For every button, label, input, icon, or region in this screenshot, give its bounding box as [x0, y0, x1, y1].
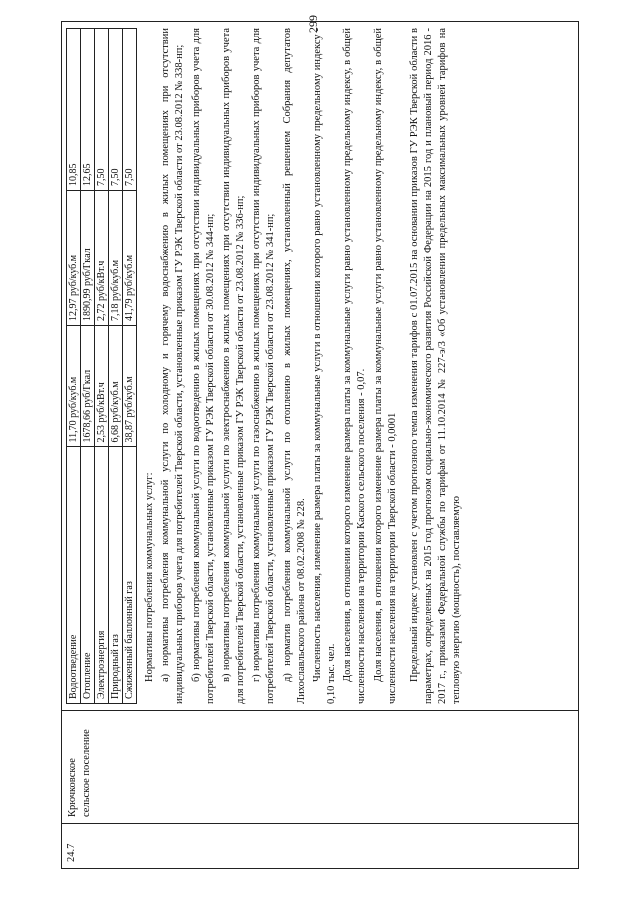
- tariff-index: 7,50: [109, 29, 123, 191]
- norm-b: б) нормативы потребления коммунальной услуги по водоотведению в жилых помещениях при отсутствии индивидуальных приборов учета для потребителей Тверской области, установленные приказом ГУ РЭК Тверской области от 30.08.2012 № 344-нп;: [190, 28, 216, 704]
- tariff-value-2014: 1678,66 руб/Гкал: [81, 326, 95, 448]
- norm-v: в) нормативы потребления коммунальной услуги по электроснабжению в жилых помещениях при отсутствии индивидуальных приборов учета для потребителей Тверской области, установленные приказом ГУ РЭК Тверской области от 23.08.2012 № 336-нп;: [220, 28, 247, 704]
- rotated-document: [61, 15, 579, 869]
- tariff-value-2015: 2,72 руб/кВт.ч: [95, 191, 109, 326]
- tariff-name: Отопление: [81, 447, 95, 704]
- tariff-name: Водоотведение: [67, 447, 81, 704]
- table-row: [95, 29, 109, 704]
- tariff-value-2015: 7,18 руб/куб.м: [109, 191, 123, 326]
- table-row: [123, 29, 137, 704]
- row-index: 24.7: [66, 843, 77, 862]
- table-row: [67, 29, 81, 704]
- norms-heading: Нормативы потребления коммунальных услуг:: [144, 472, 155, 682]
- content-cell: [62, 22, 579, 711]
- tariff-value-2014: 38,87 руб/куб.м: [123, 326, 137, 448]
- table-row: [62, 22, 579, 869]
- tariff-table: [66, 28, 137, 704]
- tariff-body: [67, 29, 137, 704]
- norm-a: а) нормативы потребления коммунальной услуги по холодному и горячему водоснабжению в жилых помещениях при отсутствии индивидуальных приборов учета для потребителей Тверской области, установленные приказом ГУ РЭК Тверской области от 23.08.2012 № 338-нп;: [160, 28, 186, 704]
- tariff-value-2014: 6,68 руб/куб.м: [109, 326, 123, 448]
- norm-d: д) норматив потребления коммунальной услуги по отоплению в жилых помещениях, установленный решением Собрания депутатов Лихославльского района от 08.02.2008 № 228.: [281, 28, 307, 704]
- share-region-text: Доля населения, в отношении которого изменение размера платы за коммунальные услуги равно установленному предельному индексу, в общей численности населения на территории Тверской области - 0,0001: [372, 28, 398, 704]
- settlement-cell: [62, 711, 579, 824]
- tariff-value-2014: 2,53 руб/кВт.ч: [95, 326, 109, 448]
- tariff-name: Природный газ: [109, 447, 123, 704]
- row-index-cell: [62, 824, 579, 869]
- norm-g: г) нормативы потребления коммунальной услуги по газоснабжению в жилых помещениях при отсутствии индивидуальных приборов учета для потребителей Тверской области, установленные приказом ГУ РЭК Тверской области от 23.08.2012 № 341-нп;: [251, 28, 277, 704]
- population-text: Численность населения, изменение размера платы за коммунальные услуги в отношении которого равно установленному предельному индексу - 0,10 тыс. чел.: [311, 28, 338, 704]
- settlement-name: Крючковское сельское поселение: [67, 729, 93, 817]
- tariff-name: Электроэнергия: [95, 447, 109, 704]
- tariff-value-2015: 41,79 руб/куб.м: [123, 191, 137, 326]
- tariff-value-2015: 12,97 руб/куб.м: [67, 191, 81, 326]
- table-row: [81, 29, 95, 704]
- share-equal-text: Доля населения, в отношении которого изменение размера платы за коммунальные услуги равно установленному предельному индексу, в общей численности населения на территории Каского сельского поселения - 0,07.: [342, 28, 368, 704]
- document-table: [61, 21, 579, 869]
- final-text: Предельный индекс установлен с учетом прогнозного темпа изменения тарифов с 01.07.2015 на основании приказов ГУ РЭК Тверской области в параметрах, определенных на 2015 год прогнозом социально-экономического развития Российской Федерации на 2015 год и плановый период 2016 - 2017 г., приказами Федеральной службы по тарифам от 11.10.2014 № 227-э/3 «Об установлении предельных максимальных уровней тарифов на тепловую энергию (мощность), поставляемую: [408, 28, 463, 704]
- tariff-value-2014: 11,70 руб/куб.м: [67, 326, 81, 448]
- tariff-value-2015: 1890,99 руб/Гкал: [81, 191, 95, 326]
- tariff-index: 7,50: [95, 29, 109, 191]
- page-number: 299: [306, 15, 320, 33]
- table-row: [109, 29, 123, 704]
- tariff-index: 12,65: [81, 29, 95, 191]
- tariff-index: 10,85: [67, 29, 81, 191]
- tariff-name: Сжиженный баллонный газ: [123, 447, 137, 704]
- tariff-index: 7,50: [123, 29, 137, 191]
